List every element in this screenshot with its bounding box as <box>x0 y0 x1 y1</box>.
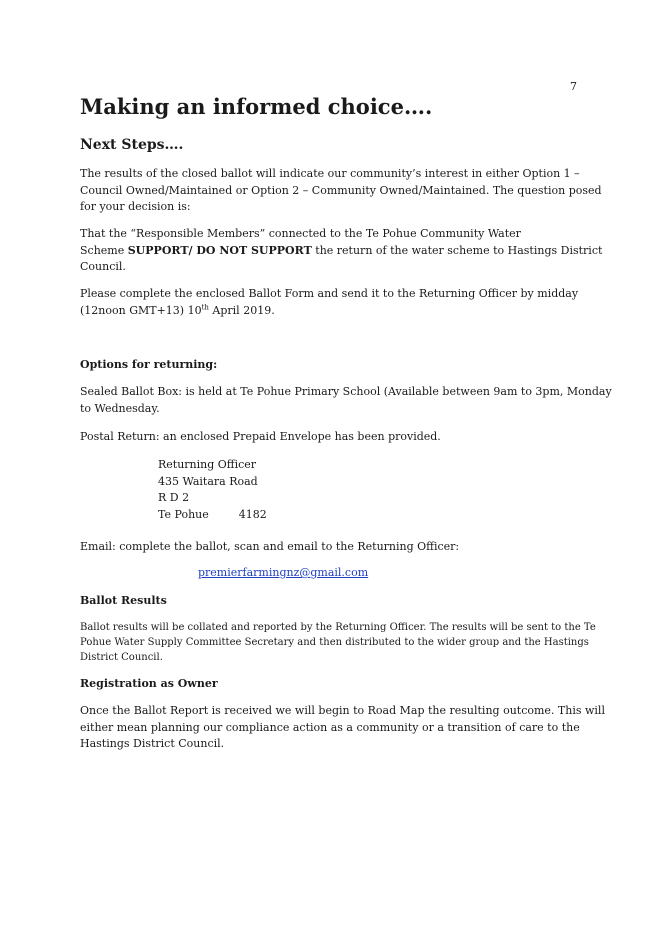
returning-officer-address <box>158 457 267 523</box>
registration-heading: Registration as Owner <box>80 677 218 690</box>
intro-line: for your decision is: <box>80 200 191 213</box>
email-instruction: Email: complete the ballot, scan and email to the Returning Officer: <box>80 540 460 553</box>
ballot-results-heading: Ballot Results <box>80 594 167 607</box>
ballot-question-paragraph <box>80 226 603 276</box>
address-line <box>158 507 267 524</box>
intro-line: Council Owned/Maintained or Option 2 – Community Owned/Maintained. The question posed <box>80 183 602 197</box>
instruction-line: Please complete the enclosed Ballot Form and send it to the Returning Officer by midday <box>80 287 579 300</box>
question-line <box>80 243 603 260</box>
registration-line: Once the Ballot Report is received we will begin to Road Map the resulting outcome. This will <box>80 704 605 717</box>
address-line: 435 Waitara Road <box>158 474 258 488</box>
address-postcode: 4182 <box>238 507 267 521</box>
page-title: Making an informed choice…. <box>80 94 433 119</box>
address-line: R D 2 <box>158 491 190 504</box>
instruction-date-prefix: (12noon GMT+13) 10 <box>80 303 202 317</box>
registration-line: Hastings District Council. <box>80 737 225 750</box>
instruction-date-suffix: th <box>201 302 209 311</box>
question-suffix: the return of the water scheme to Hastings District <box>311 243 603 257</box>
postal-paragraph: Postal Return: an enclosed Prepaid Envelope has been provided. <box>80 430 441 443</box>
email-link[interactable]: premierfarmingnz@gmail.com <box>198 566 369 579</box>
question-prefix: Scheme <box>80 243 128 257</box>
registration-line: either mean planning our compliance action as a community or a transition of care to the <box>80 720 580 734</box>
intro-line: The results of the closed ballot will indicate our community’s interest in either Option 1 – <box>80 167 580 180</box>
options-heading: Options for returning: <box>80 358 218 371</box>
registration-paragraph <box>80 703 605 753</box>
question-support-options: SUPPORT/ DO NOT SUPPORT <box>127 243 312 257</box>
page-number: 7 <box>570 80 577 93</box>
ballot-results-line: Pohue Water Supply Committee Secretary and then distributed to the wider group and the Hastings <box>80 637 589 648</box>
sealed-box-line: to Wednesday. <box>80 401 160 415</box>
sealed-box-line: Sealed Ballot Box: is held at Te Pohue Primary School (Available between 9am to 3pm, Monday <box>80 385 612 398</box>
intro-paragraph <box>80 166 602 216</box>
address-line: Returning Officer <box>158 458 257 471</box>
sealed-box-paragraph <box>80 384 612 417</box>
instruction-paragraph <box>80 286 580 319</box>
address-town: Te Pohue <box>158 507 209 521</box>
instruction-date-rest: April 2019. <box>208 303 275 317</box>
ballot-results-line: Ballot results will be collated and reported by the Returning Officer. The results will be sent to the Te <box>80 622 596 633</box>
ballot-results-paragraph <box>80 620 596 665</box>
question-line: Council. <box>80 260 126 273</box>
question-line: That the “Responsible Members” connected to the Te Pohue Community Water <box>80 227 521 240</box>
instruction-line <box>80 303 580 320</box>
section-heading-next-steps: Next Steps…. <box>80 137 184 153</box>
ballot-results-line: District Council. <box>80 652 163 663</box>
